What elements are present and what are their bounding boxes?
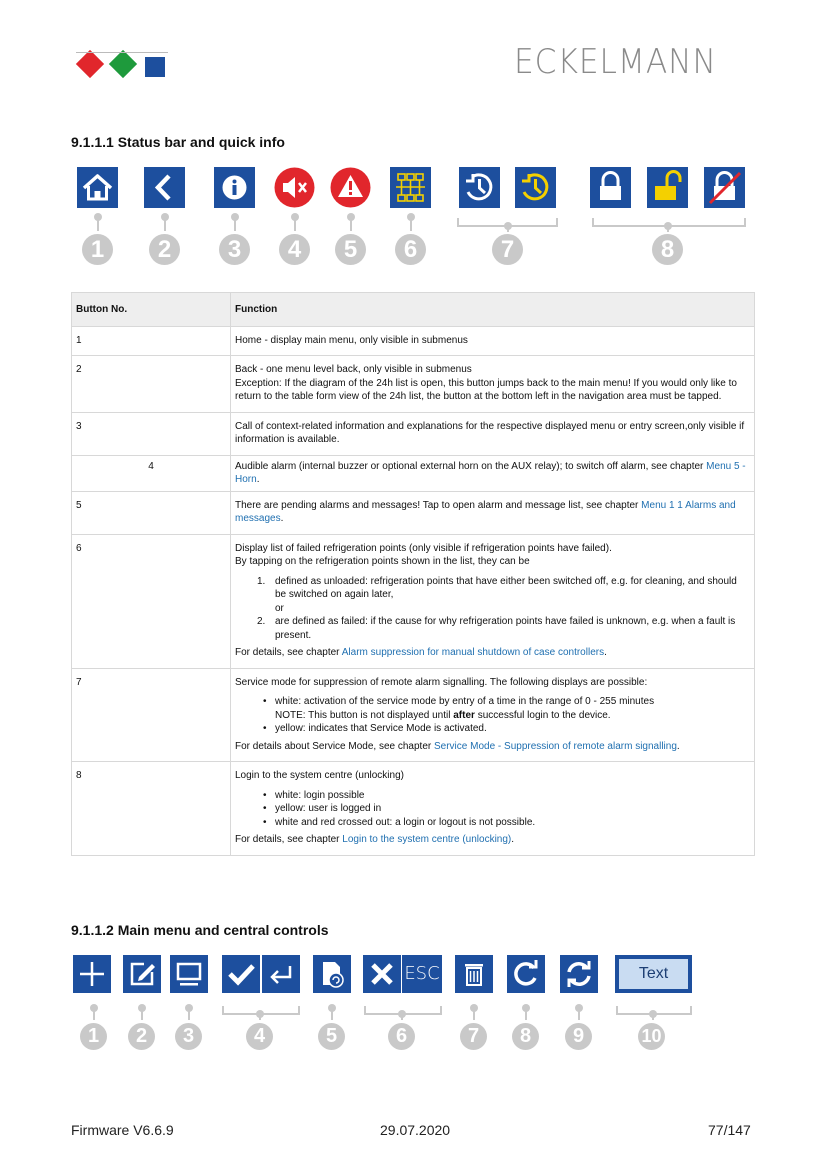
lock-icon bbox=[590, 167, 631, 208]
function-cell: Display list of failed refrigeration points (only visible if refrigeration points have failed). By tapping on the refrigeration points shown in the list, they can be 1. defined as unloaded: refrigeration points that have either been switched off, e.g. for cleaning, and should be switched on again later, or 2. are defined as failed: if the cause for why refrigeration points have failed is unknown, e.g. when a fault is present. For details, see chapter Alarm suppression for manual shutdown of case controllers. bbox=[231, 534, 755, 668]
button-number: 4 bbox=[72, 455, 231, 491]
table-row bbox=[72, 356, 755, 413]
table-row bbox=[72, 762, 755, 856]
chapter-link-alarm-suppression[interactable]: Alarm suppression for manual shutdown of case controllers bbox=[341, 647, 605, 658]
button-number: 8 bbox=[72, 762, 231, 856]
text-field-icon bbox=[615, 955, 692, 993]
footer-page-number: 77/147 bbox=[708, 1122, 751, 1138]
button-number: 7 bbox=[72, 668, 231, 762]
list-item: • white: activation of the service mode by entry of a time in the range of 0 - 255 minutes NOTE: This button is not displayed until after successful login to the device. bbox=[275, 695, 750, 722]
enter-icon bbox=[262, 955, 300, 993]
table-row bbox=[72, 534, 755, 668]
details-text: For details about Service Mode, see chapter bbox=[235, 740, 434, 752]
check-icon bbox=[222, 955, 260, 993]
function-text: Display list of failed refrigeration points (only visible if refrigeration points have failed). bbox=[235, 542, 612, 554]
bullet-list bbox=[235, 695, 750, 736]
cancel-x-icon bbox=[363, 955, 401, 993]
function-text: Login to the system centre (unlocking) bbox=[235, 770, 404, 781]
company-logo bbox=[76, 48, 168, 80]
chapter-link-horn[interactable]: Menu 5 - Horn bbox=[235, 460, 746, 485]
list-item: • white: login possible bbox=[275, 789, 750, 803]
brand-wordmark: ECKELMANN bbox=[514, 42, 717, 82]
list-item: • yellow: user is logged in bbox=[275, 802, 750, 816]
button-number: 1 bbox=[72, 326, 231, 356]
plus-icon bbox=[73, 955, 111, 993]
edit-icon bbox=[123, 955, 161, 993]
section-heading-status-bar: 9.1.1.1 Status bar and quick info bbox=[71, 134, 285, 150]
details-text: For details, see chapter bbox=[235, 834, 343, 845]
esc-icon: ESC bbox=[402, 955, 442, 993]
function-text: Home - display main menu, only visible in submenus bbox=[231, 326, 755, 356]
unlock-yellow-icon bbox=[647, 167, 688, 208]
sync-icon bbox=[560, 955, 598, 993]
list-item: 1. defined as unloaded: refrigeration points that have either been switched off, e.g. for cleaning, and should be switched on again later, or bbox=[257, 575, 737, 614]
function-text: Audible alarm (internal buzzer or optional external horn on the AUX relay); to switch off alarm, see chapter bbox=[235, 460, 707, 472]
section-heading-main-menu: 9.1.1.2 Main menu and central controls bbox=[71, 922, 329, 938]
function-cell bbox=[231, 455, 755, 491]
function-text: By tapping on the refrigeration points shown in the list, they can be bbox=[235, 556, 530, 567]
button-number: 5 bbox=[72, 491, 231, 534]
info-icon bbox=[214, 167, 255, 208]
list-item: 2. are defined as failed: if the cause for why refrigeration points have failed is unknown, e.g. when a fault is present. bbox=[257, 616, 736, 641]
punctuation: . bbox=[256, 474, 260, 485]
monitor-icon bbox=[170, 955, 208, 993]
button-number: 6 bbox=[72, 534, 231, 668]
table-row bbox=[72, 412, 755, 455]
punctuation: . bbox=[280, 513, 284, 524]
function-text: There are pending alarms and messages! Tap to open alarm and message list, see chapter bbox=[235, 499, 642, 511]
lock-crossed-icon bbox=[704, 167, 745, 208]
table-header-row bbox=[72, 293, 755, 327]
chapter-link-login[interactable]: Login to the system centre (unlocking) bbox=[342, 834, 512, 845]
table-row bbox=[72, 491, 755, 534]
button-number: 2 bbox=[72, 356, 231, 413]
table-row bbox=[72, 668, 755, 762]
logo-rule bbox=[76, 52, 168, 53]
function-exception: Exception: If the diagram of the 24h list is open, this button jumps back to the main menu! If you would only like to return to the table form view of the 24h list, the button at the bottom left in the navigation area must be tapped. bbox=[235, 377, 737, 402]
numbered-list bbox=[235, 575, 750, 643]
function-cell bbox=[231, 491, 755, 534]
function-cell bbox=[231, 356, 755, 413]
refrigeration-points-icon bbox=[390, 167, 431, 208]
button-number: 3 bbox=[72, 412, 231, 455]
footer-firmware: Firmware V6.6.9 bbox=[71, 1122, 174, 1138]
function-cell: Service mode for suppression of remote alarm signalling. The following displays are possible: • white: activation of the service mode by entry of a time in the range of 0 - 255 minutes NOTE: This button is not displayed until after successful login to the device. • yellow: indicates that Service Mode is activated. For details about Service Mode, see chapter Service Mode - Suppression of remote alarm signalling. bbox=[231, 668, 755, 762]
function-text: Service mode for suppression of remote alarm signalling. The following displays are possible: bbox=[235, 676, 648, 688]
chapter-link-service-mode[interactable]: Service Mode - Suppression of remote alarm signalling bbox=[434, 740, 677, 752]
footer-date: 29.07.2020 bbox=[380, 1122, 451, 1138]
home-icon bbox=[77, 167, 118, 208]
service-mode-white-icon bbox=[459, 167, 500, 208]
bullet-list bbox=[235, 789, 750, 830]
list-item: • white and red crossed out: a login or logout is not possible. bbox=[275, 816, 750, 830]
details-text: For details, see chapter bbox=[235, 647, 342, 658]
service-mode-yellow-icon bbox=[515, 167, 556, 208]
text-field-label: Text bbox=[619, 959, 688, 989]
column-header-function: Function bbox=[231, 293, 755, 327]
back-icon bbox=[144, 167, 185, 208]
table-row bbox=[72, 326, 755, 356]
table-row bbox=[72, 455, 755, 491]
button-function-table bbox=[71, 292, 755, 856]
column-header-button-no: Button No. bbox=[72, 293, 231, 327]
document-refresh-icon bbox=[313, 955, 351, 993]
logo-blue-square bbox=[145, 57, 165, 77]
reload-icon bbox=[507, 955, 545, 993]
function-text: Call of context-related information and explanations for the respective displayed menu or entry screen,only visible if information is available. bbox=[231, 412, 755, 455]
logo-green-diamond bbox=[109, 50, 137, 78]
delete-icon bbox=[455, 955, 493, 993]
logo-red-diamond bbox=[76, 50, 104, 78]
horn-mute-icon bbox=[274, 167, 315, 208]
function-text: Back - one menu level back, only visible in submenus bbox=[235, 364, 472, 375]
function-cell: Login to the system centre (unlocking) • white: login possible • yellow: user is logged in • white and red crossed out: a login or logout is not possible. For details, see chapter Login to the system centre (unlocking). bbox=[231, 762, 755, 856]
list-item: • yellow: indicates that Service Mode is activated. bbox=[275, 722, 750, 736]
chapter-link-alarms[interactable]: Menu 1 1 Alarms and messages bbox=[235, 499, 736, 524]
alarm-warning-icon bbox=[330, 167, 371, 208]
